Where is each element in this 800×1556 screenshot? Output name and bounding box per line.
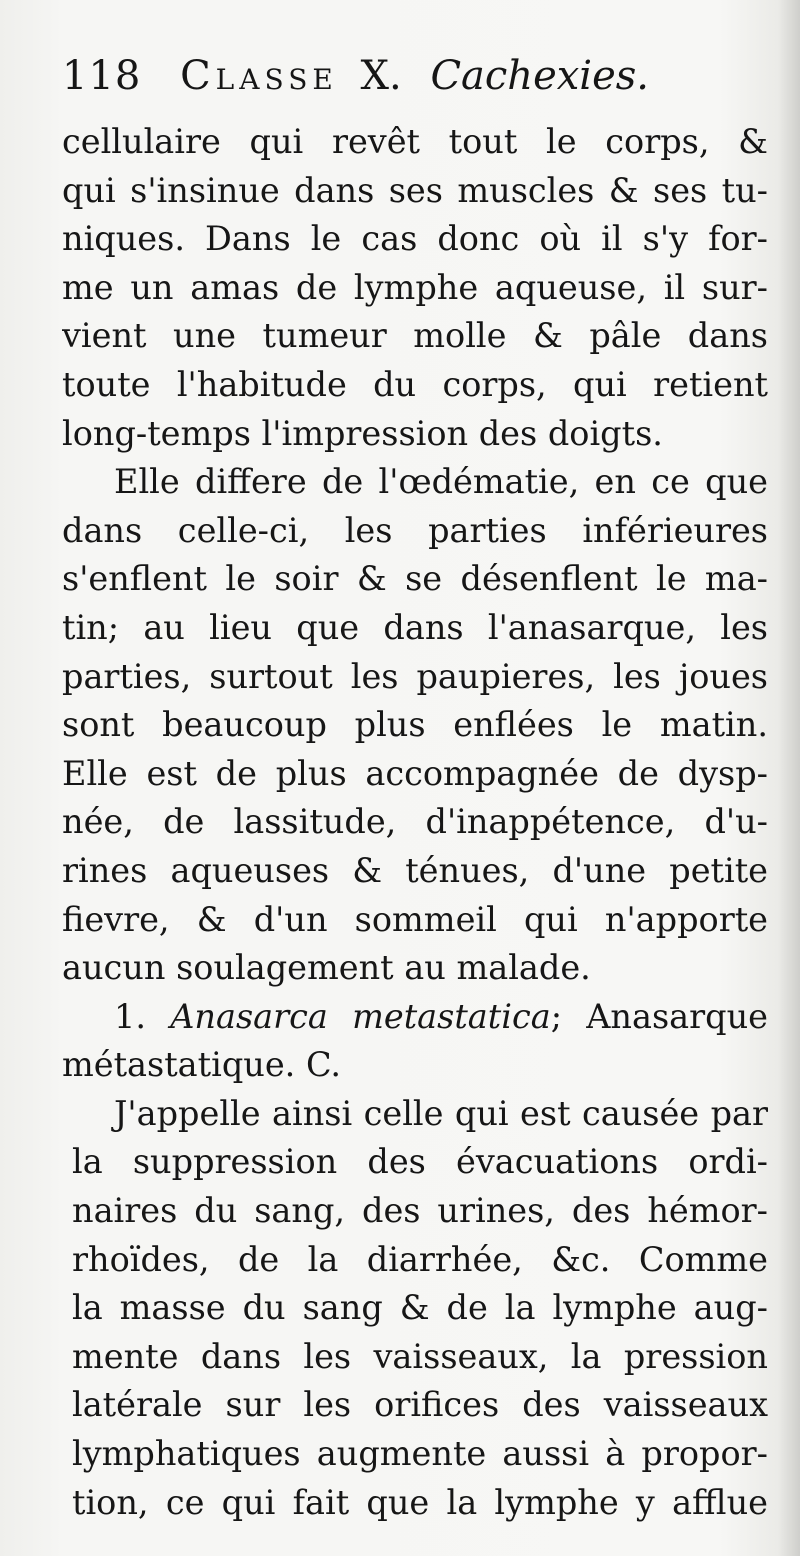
text-line: J'appelle ainsi celle qui est causée par [114, 1093, 768, 1133]
text-line: tin; au lieu que dans l'anasarque, les [62, 607, 768, 647]
text-line: niques. Dans le cas donc où il s'y for- [62, 219, 768, 259]
entry-latin-name: Anasarca metastatica [170, 996, 551, 1036]
section-title: Cachexies. [430, 53, 650, 99]
text-line: vient une tumeur molle & pâle dans [62, 316, 768, 356]
entry-separator: ; [550, 996, 562, 1036]
text-line: rines aqueuses & ténues, d'une petite [62, 850, 768, 890]
text-line: lymphatiques augmente aussi à propor- [72, 1434, 768, 1474]
entry-french-name: Anasarque [586, 996, 768, 1036]
page-edge-shadow [778, 0, 800, 1556]
text-line: fievre, & d'un sommeil qui n'apporte [62, 899, 768, 939]
text-line: aucun soulagement au malade. [62, 948, 591, 988]
text-line: sont beaucoup plus enflées le matin. [62, 705, 768, 745]
text-line: mente dans les vaisseaux, la pression [72, 1336, 768, 1376]
text-line: Elle differe de l'œdématie, en ce que [114, 462, 768, 502]
text-line: rhoïdes, de la diarrhée, &c. Comme [72, 1239, 768, 1279]
class-title: Classe [180, 53, 338, 99]
text-line: latérale sur les orifices des vaisseaux [72, 1385, 768, 1425]
text-line: tion, ce qui fait que la lymphe y afflue [72, 1482, 768, 1522]
text-line: dans celle-ci, les parties inférieures [62, 510, 768, 550]
text-line: Elle est de plus accompagnée de dysp- [62, 753, 768, 793]
text-line: la masse du sang & de la lymphe aug- [72, 1288, 768, 1328]
text-line: s'enflent le soir & se désenflent le ma- [62, 559, 768, 599]
text-line: la suppression des évacuations ordi- [72, 1142, 768, 1182]
entry-heading [62, 993, 768, 1042]
text-line: cellulaire qui revêt tout le corps, & [62, 122, 768, 161]
text-line: me un amas de lymphe aqueuse, il sur- [62, 267, 768, 307]
entry-number: 1. [114, 996, 146, 1036]
class-number: X. [360, 53, 402, 99]
text-line: naires du sang, des urines, des hémor- [72, 1191, 768, 1231]
body-text [62, 118, 768, 1527]
text-line: long-temps l'impression des doigts. [62, 413, 663, 453]
text-line: née, de lassitude, d'inappétence, d'u- [62, 802, 768, 842]
page-number: 118 [62, 53, 142, 99]
text-line: qui s'insinue dans ses muscles & ses tu- [62, 170, 768, 210]
entry-heading-cont: métastatique. C. [62, 1045, 342, 1085]
text-line: toute l'habitude du corps, qui retient [62, 364, 768, 404]
text-line: parties, surtout les paupieres, les joues [62, 656, 768, 696]
running-header [62, 48, 762, 104]
